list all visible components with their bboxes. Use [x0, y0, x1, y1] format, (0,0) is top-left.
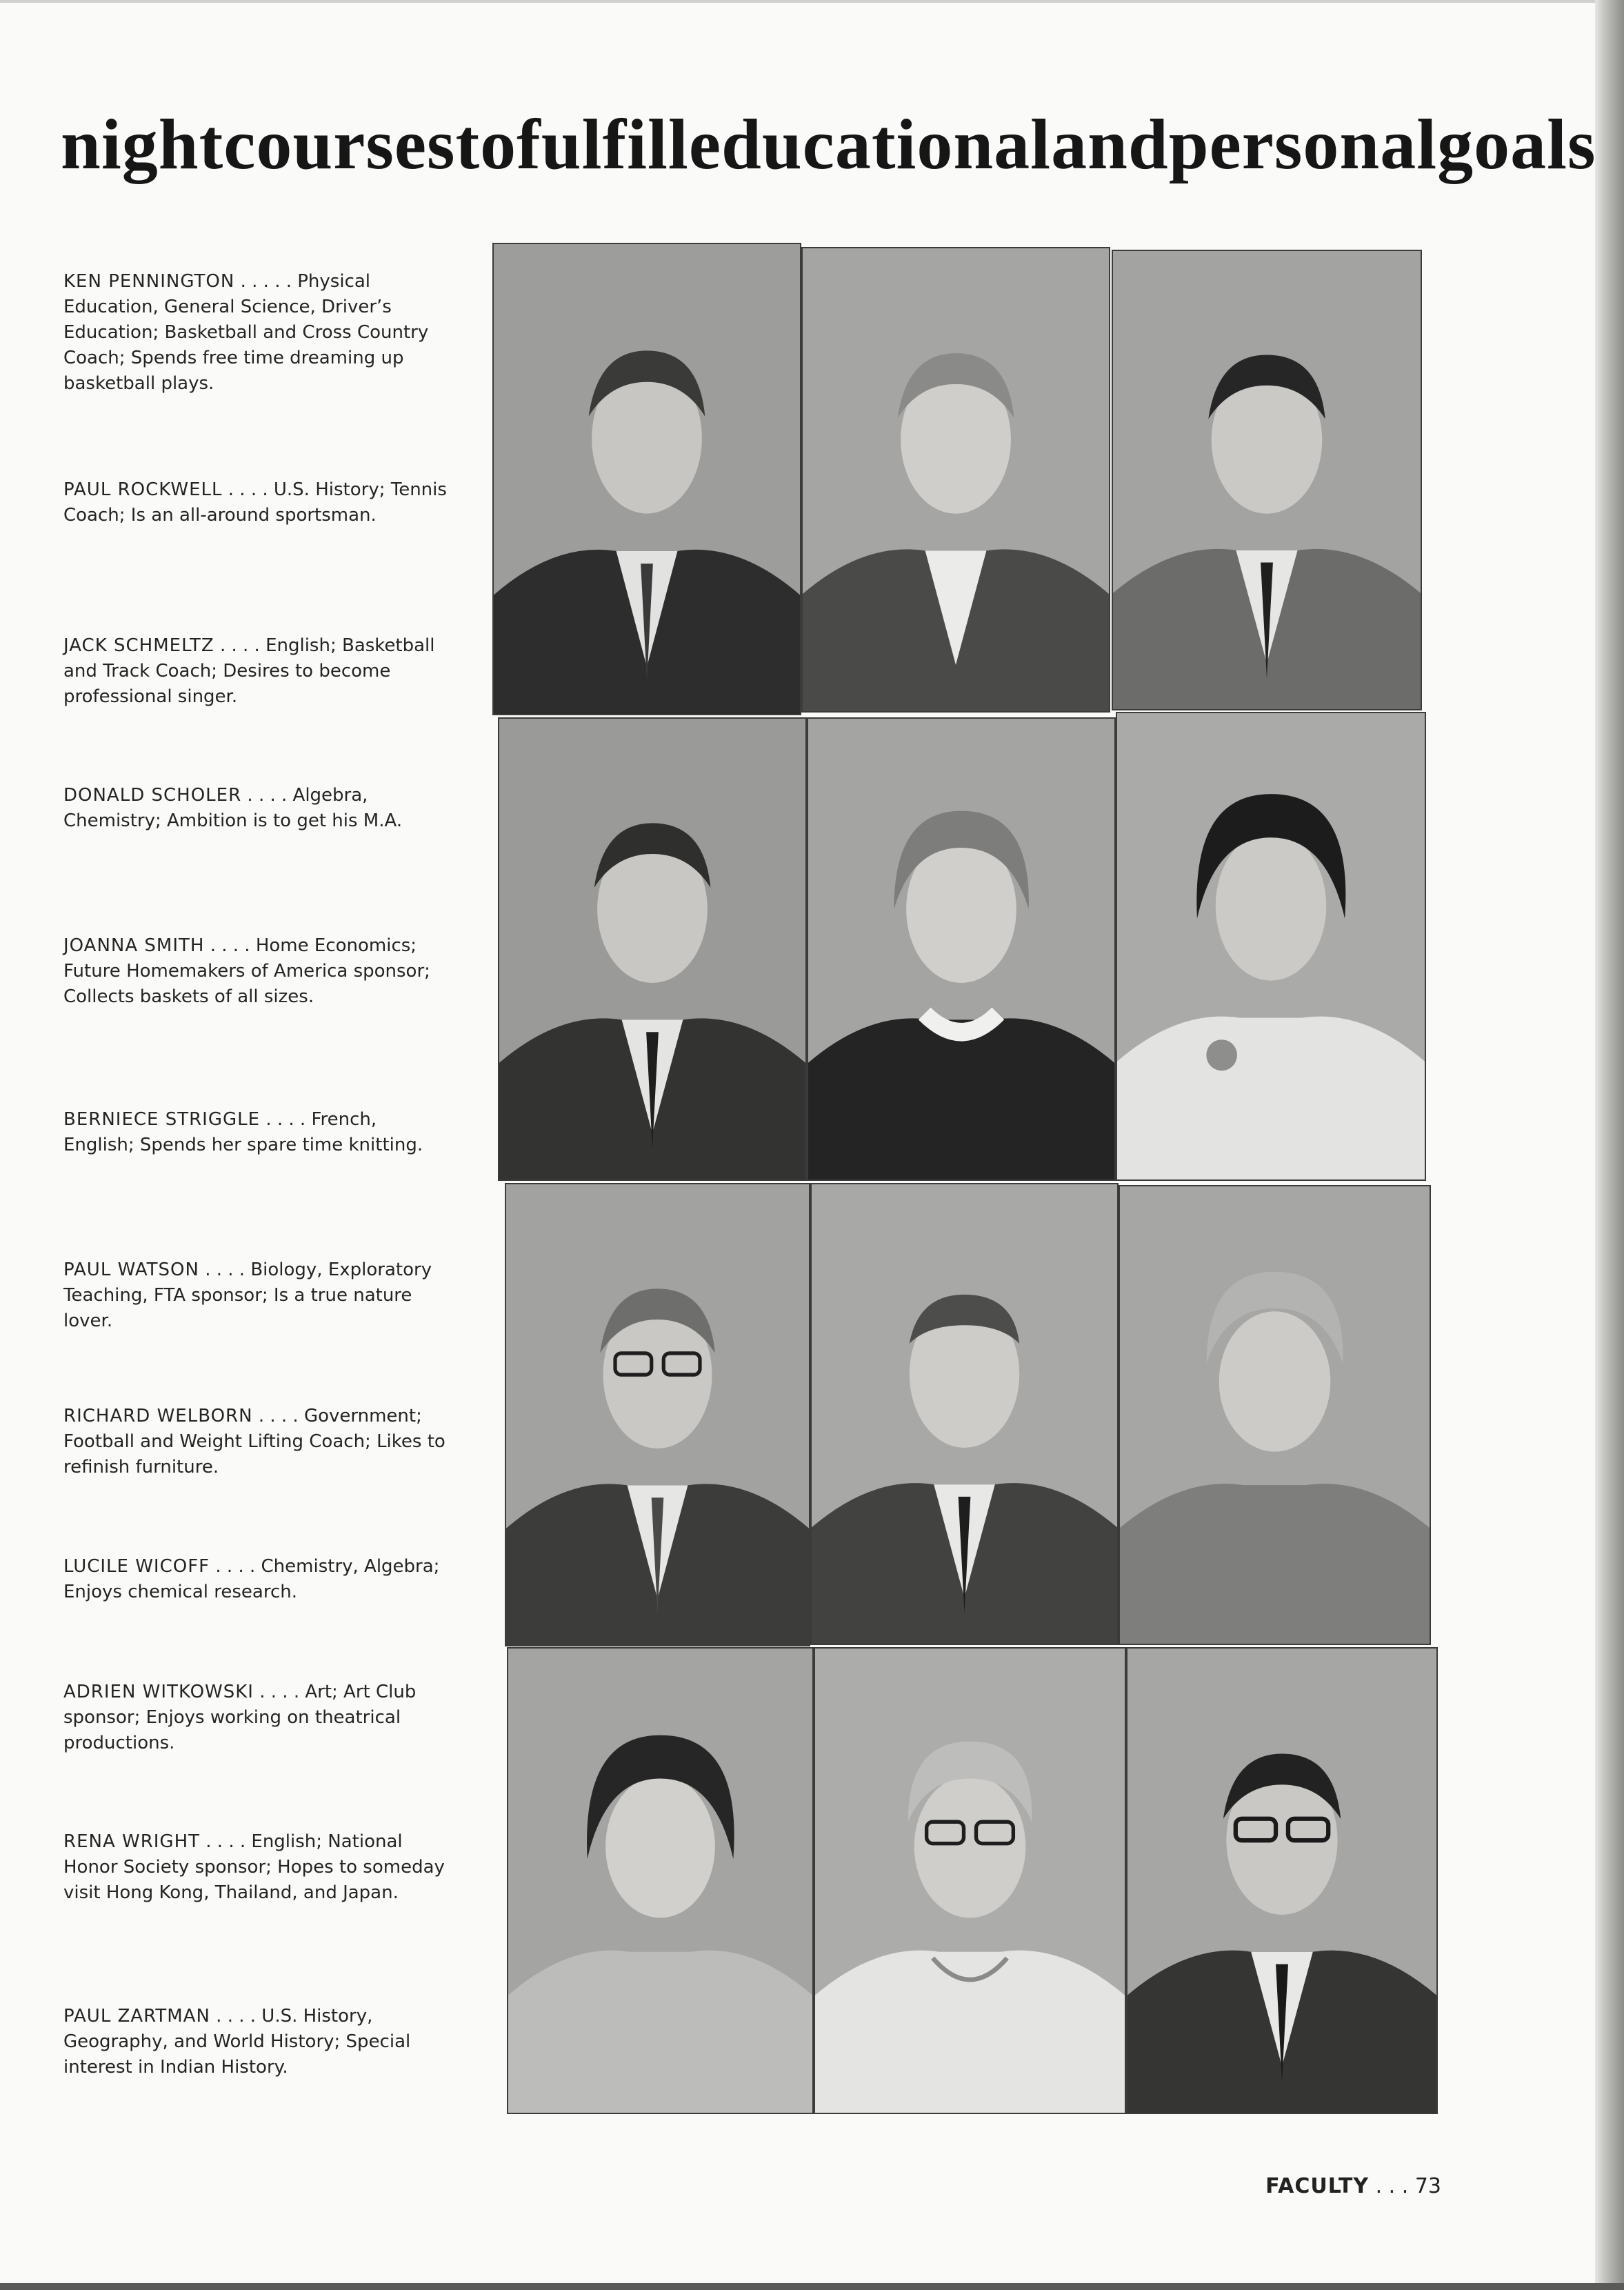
faculty-name: JOANNA SMITH — [63, 935, 205, 956]
headline-word: fulfill — [517, 105, 689, 184]
faculty-name: ADRIEN WITKOWSKI — [63, 1682, 254, 1702]
faculty-description: . . . . Algebra, Chemistry; Ambition is to get his M.A. — [63, 785, 403, 831]
faculty-name: JACK SCHMELTZ — [63, 635, 214, 656]
headline-word: night — [61, 105, 224, 184]
faculty-portrait-photo — [1116, 712, 1426, 1181]
faculty-description: . . . . English; National Honor Society sponsor; Hopes to someday visit Hong Kong, Thailand, and Japan. — [63, 1831, 445, 1903]
faculty-description: . . . . U.S. History; Tennis Coach; Is an all-around sportsman. — [63, 479, 447, 526]
page-binding-edge — [1595, 0, 1624, 2290]
headline-word: to — [455, 105, 517, 184]
faculty-portrait-photo — [507, 1647, 814, 2114]
page-number: 73 — [1414, 2174, 1441, 2198]
faculty-portrait-photo — [801, 247, 1110, 713]
faculty-bio — [63, 633, 450, 710]
faculty-bio — [63, 1680, 450, 1756]
faculty-bio — [63, 1829, 450, 1906]
faculty-description: . . . . Government; Football and Weight Lifting Coach; Likes to refinish furniture. — [63, 1406, 445, 1477]
page-headline — [61, 97, 1596, 193]
faculty-bio — [63, 1404, 450, 1480]
headline-word: goals — [1437, 105, 1596, 184]
page-folio — [1172, 2174, 1441, 2198]
faculty-description: . . . . . Physical Education, General Science, Driver’s Education; Basketball and Cross Country Coach; Spends free time dreaming up basketball plays. — [63, 271, 429, 394]
faculty-bio — [63, 783, 450, 834]
faculty-portrait-photo — [810, 1183, 1119, 1645]
faculty-description: . . . . Art; Art Club sponsor; Enjoys working on theatrical productions. — [63, 1682, 417, 1753]
headline-word: and — [1051, 105, 1169, 184]
faculty-bio — [63, 933, 450, 1010]
faculty-description: . . . . English; Basketball and Track Coach; Desires to become professional singer. — [63, 635, 435, 707]
faculty-name: PAUL ROCKWELL — [63, 479, 223, 500]
faculty-name: LUCILE WICOFF — [63, 1556, 210, 1577]
faculty-name: PAUL ZARTMAN — [63, 2006, 210, 2027]
faculty-name: KEN PENNINGTON — [63, 271, 235, 292]
faculty-bio — [63, 477, 450, 528]
faculty-portrait-photo — [505, 1183, 810, 1646]
faculty-name: RICHARD WELBORN — [63, 1406, 253, 1426]
page-bottom-edge — [0, 2283, 1624, 2290]
faculty-name: BERNIECE STRIGGLE — [63, 1109, 261, 1130]
faculty-name: DONALD SCHOLER — [63, 785, 242, 806]
faculty-bio — [63, 1107, 450, 1158]
faculty-description: . . . . U.S. History, Geography, and World History; Special interest in Indian History. — [63, 2006, 411, 2078]
faculty-description: . . . . Chemistry, Algebra; Enjoys chemical research. — [63, 1556, 440, 1602]
faculty-portrait-photo — [492, 243, 801, 715]
faculty-portrait-photo — [1119, 1185, 1431, 1645]
faculty-description: . . . . French, English; Spends her spare time knitting. — [63, 1109, 423, 1155]
faculty-portrait-photo — [814, 1647, 1126, 2114]
folio-section-label: FACULTY — [1265, 2174, 1370, 2198]
faculty-portrait-photo — [498, 717, 807, 1181]
faculty-bio — [63, 2004, 450, 2080]
headline-word: courses — [223, 105, 456, 184]
headline-word: educational — [688, 105, 1052, 184]
faculty-description: . . . . Home Economics; Future Homemakers of America sponsor; Collects baskets of all sizes. — [63, 935, 430, 1007]
faculty-description: . . . . Biology, Exploratory Teaching, FTA sponsor; Is a true nature lover. — [63, 1260, 432, 1331]
faculty-bio — [63, 269, 450, 397]
faculty-bio — [63, 1554, 450, 1605]
page-top-edge — [0, 0, 1595, 3]
folio-dots: . . . — [1369, 2174, 1415, 2198]
faculty-portrait-photo — [1112, 250, 1422, 710]
headline-word: personal — [1168, 105, 1438, 184]
faculty-portrait-photo — [1126, 1647, 1438, 2114]
faculty-name: PAUL WATSON — [63, 1260, 199, 1280]
faculty-portrait-photo — [807, 717, 1116, 1181]
faculty-name: RENA WRIGHT — [63, 1831, 201, 1852]
faculty-bio — [63, 1257, 450, 1334]
